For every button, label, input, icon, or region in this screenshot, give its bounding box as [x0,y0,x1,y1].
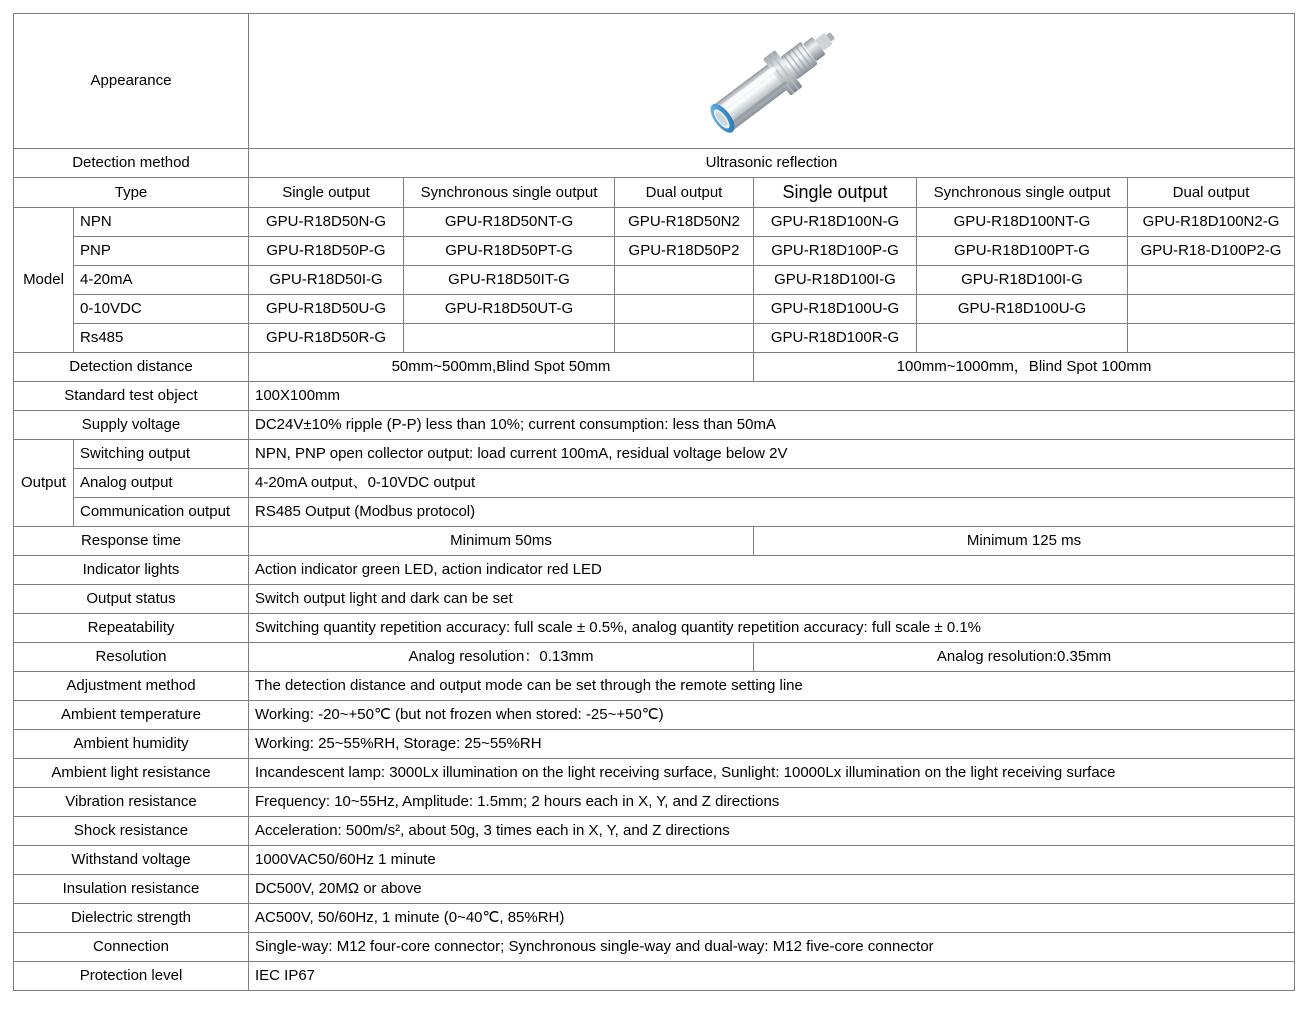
model-npn-dual-50: GPU-R18D50N2 [615,207,754,236]
model-rs485-sync-100 [917,323,1128,352]
table-row-ambient-temperature [14,700,1295,729]
value-indicator-lights: Action indicator green LED, action indicator red LED [249,555,1295,584]
table-row-model-4-20ma [14,265,1295,294]
table-row-detection-distance [14,352,1295,381]
value-detection-method: Ultrasonic reflection [249,149,1295,178]
row-label-response-time: Response time [14,526,249,555]
table-row-vibration-resistance [14,787,1295,816]
model-pnp-dual-50: GPU-R18D50P2 [615,236,754,265]
table-row-shock-resistance [14,816,1295,845]
table-row-dielectric-strength [14,903,1295,932]
model-rs485-single-100: GPU-R18D100R-G [754,323,917,352]
model-rs485-single-50: GPU-R18D50R-G [249,323,404,352]
model-0-10vdc-single-100: GPU-R18D100U-G [754,294,917,323]
value-ambient-humidity: Working: 25~55%RH, Storage: 25~55%RH [249,729,1295,758]
table-row-indicator-lights [14,555,1295,584]
table-row-communication-output [14,497,1295,526]
model-0-10vdc-single-50: GPU-R18D50U-G [249,294,404,323]
appearance-image-cell [249,14,1295,149]
table-row-response-time [14,526,1295,555]
row-label-withstand-voltage: Withstand voltage [14,845,249,874]
row-label-resolution: Resolution [14,642,249,671]
value-insulation-resistance: DC500V, 20MΩ or above [249,874,1295,903]
model-sublabel-pnp: PNP [74,236,249,265]
table-row-model-0-10vdc [14,294,1295,323]
type-header-2: Dual output [615,178,754,208]
type-header-0: Single output [249,178,404,208]
table-row-standard-test-object [14,381,1295,410]
table-row-model-npn [14,207,1295,236]
model-sublabel-0-10vdc: 0-10VDC [74,294,249,323]
model-pnp-single-100: GPU-R18D100P-G [754,236,917,265]
value-protection-level: IEC IP67 [249,961,1295,990]
table-row-repeatability [14,613,1295,642]
row-label-output-status: Output status [14,584,249,613]
table-row-model-pnp [14,236,1295,265]
model-rs485-dual-100 [1128,323,1295,352]
value-resolution-100: Analog resolution:0.35mm [754,642,1295,671]
table-row-appearance [14,14,1295,149]
value-supply-voltage: DC24V±10% ripple (P-P) less than 10%; current consumption: less than 50mA [249,410,1295,439]
row-label-ambient-light-resistance: Ambient light resistance [14,758,249,787]
model-npn-sync-100: GPU-R18D100NT-G [917,207,1128,236]
row-label-vibration-resistance: Vibration resistance [14,787,249,816]
table-row-model-rs485 [14,323,1295,352]
model-pnp-sync-100: GPU-R18D100PT-G [917,236,1128,265]
specification-table [13,13,1295,991]
row-label-detection-distance: Detection distance [14,352,249,381]
value-response-time-50: Minimum 50ms [249,526,754,555]
value-repeatability: Switching quantity repetition accuracy: full scale ± 0.5%, analog quantity repetition accuracy: full scale ± 0.1% [249,613,1295,642]
output-sublabel-switching: Switching output [74,439,249,468]
output-sublabel-communication: Communication output [74,497,249,526]
output-sublabel-analog: Analog output [74,468,249,497]
table-row-output-status [14,584,1295,613]
table-row-resolution [14,642,1295,671]
row-label-shock-resistance: Shock resistance [14,816,249,845]
row-label-type: Type [14,178,249,208]
model-0-10vdc-sync-100: GPU-R18D100U-G [917,294,1128,323]
model-sublabel-npn: NPN [74,207,249,236]
type-header-4: Synchronous single output [917,178,1128,208]
row-label-adjustment-method: Adjustment method [14,671,249,700]
row-label-detection-method: Detection method [14,149,249,178]
row-label-connection: Connection [14,932,249,961]
value-output-status: Switch output light and dark can be set [249,584,1295,613]
value-shock-resistance: Acceleration: 500m/s², about 50g, 3 times each in X, Y, and Z directions [249,816,1295,845]
row-label-protection-level: Protection level [14,961,249,990]
model-pnp-single-50: GPU-R18D50P-G [249,236,404,265]
row-label-appearance: Appearance [14,14,249,149]
value-switching-output: NPN, PNP open collector output: load current 100mA, residual voltage below 2V [249,439,1295,468]
model-4-20ma-single-100: GPU-R18D100I-G [754,265,917,294]
model-0-10vdc-dual-50 [615,294,754,323]
model-npn-single-100: GPU-R18D100N-G [754,207,917,236]
value-detection-distance-100: 100mm~1000mm，Blind Spot 100mm [754,352,1295,381]
type-header-3: Single output [754,178,917,208]
table-row-supply-voltage [14,410,1295,439]
model-rs485-dual-50 [615,323,754,352]
value-adjustment-method: The detection distance and output mode can be set through the remote setting line [249,671,1295,700]
model-npn-dual-100: GPU-R18D100N2-G [1128,207,1295,236]
row-label-repeatability: Repeatability [14,613,249,642]
row-label-supply-voltage: Supply voltage [14,410,249,439]
table-row-ambient-humidity [14,729,1295,758]
model-4-20ma-sync-100: GPU-R18D100I-G [917,265,1128,294]
model-pnp-dual-100: GPU-R18-D100P2-G [1128,236,1295,265]
value-standard-test-object: 100X100mm [249,381,1295,410]
model-4-20ma-single-50: GPU-R18D50I-G [249,265,404,294]
model-rs485-sync-50 [404,323,615,352]
table-row-protection-level [14,961,1295,990]
value-resolution-50: Analog resolution：0.13mm [249,642,754,671]
sensor-image-wrap [255,18,1288,144]
model-0-10vdc-sync-50: GPU-R18D50UT-G [404,294,615,323]
value-connection: Single-way: M12 four-core connector; Synchronous single-way and dual-way: M12 five-core connector [249,932,1295,961]
table-row-withstand-voltage [14,845,1295,874]
value-dielectric-strength: AC500V, 50/60Hz, 1 minute (0~40℃, 85%RH) [249,903,1295,932]
table-row-switching-output [14,439,1295,468]
row-label-dielectric-strength: Dielectric strength [14,903,249,932]
row-label-standard-test-object: Standard test object [14,381,249,410]
model-0-10vdc-dual-100 [1128,294,1295,323]
model-sublabel-4-20ma: 4-20mA [74,265,249,294]
model-4-20ma-dual-50 [615,265,754,294]
type-header-5: Dual output [1128,178,1295,208]
ultrasonic-sensor-icon [677,18,867,144]
value-ambient-light-resistance: Incandescent lamp: 3000Lx illumination on the light receiving surface, Sunlight: 10000Lx illumination on the light receiving surface [249,758,1295,787]
value-vibration-resistance: Frequency: 10~55Hz, Amplitude: 1.5mm; 2 hours each in X, Y, and Z directions [249,787,1295,816]
value-analog-output: 4-20mA output、0-10VDC output [249,468,1295,497]
model-pnp-sync-50: GPU-R18D50PT-G [404,236,615,265]
row-label-indicator-lights: Indicator lights [14,555,249,584]
value-response-time-100: Minimum 125 ms [754,526,1295,555]
table-row-ambient-light-resistance [14,758,1295,787]
table-row-type [14,178,1295,208]
model-npn-sync-50: GPU-R18D50NT-G [404,207,615,236]
table-row-connection [14,932,1295,961]
row-label-model: Model [14,207,74,352]
model-sublabel-rs485: Rs485 [74,323,249,352]
type-header-1: Synchronous single output [404,178,615,208]
row-label-ambient-humidity: Ambient humidity [14,729,249,758]
row-label-insulation-resistance: Insulation resistance [14,874,249,903]
model-4-20ma-dual-100 [1128,265,1295,294]
model-npn-single-50: GPU-R18D50N-G [249,207,404,236]
row-label-output: Output [14,439,74,526]
table-row-detection-method [14,149,1295,178]
table-row-analog-output [14,468,1295,497]
value-detection-distance-50: 50mm~500mm,Blind Spot 50mm [249,352,754,381]
table-row-adjustment-method [14,671,1295,700]
value-communication-output: RS485 Output (Modbus protocol) [249,497,1295,526]
value-withstand-voltage: 1000VAC50/60Hz 1 minute [249,845,1295,874]
model-4-20ma-sync-50: GPU-R18D50IT-G [404,265,615,294]
row-label-ambient-temperature: Ambient temperature [14,700,249,729]
table-row-insulation-resistance [14,874,1295,903]
value-ambient-temperature: Working: -20~+50℃ (but not frozen when stored: -25~+50℃) [249,700,1295,729]
